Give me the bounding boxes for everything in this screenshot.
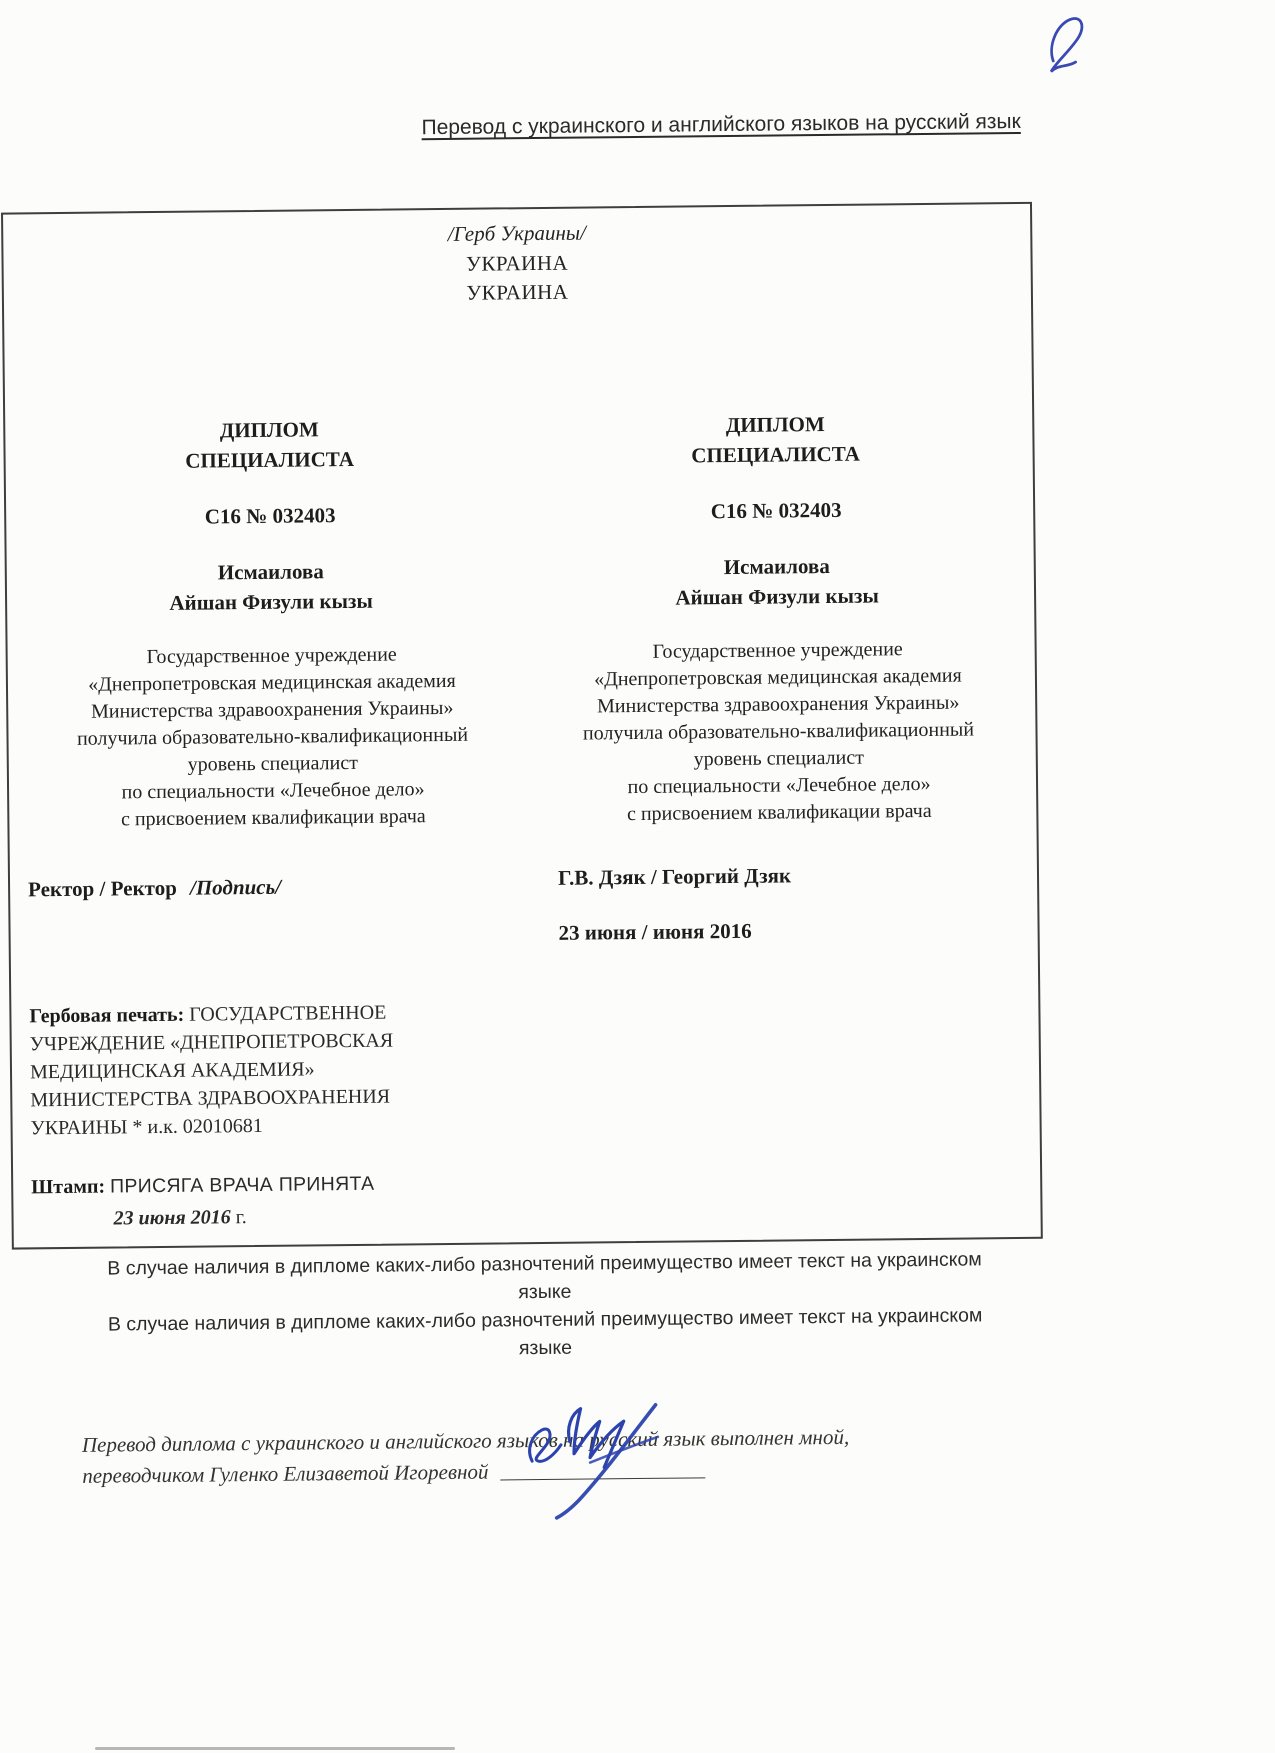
diploma-column-right bbox=[539, 407, 1015, 829]
stamp-line1 bbox=[31, 1168, 374, 1204]
country-line: УКРАИНА bbox=[466, 279, 569, 305]
rector-signature-line bbox=[28, 875, 281, 903]
attestation-line2-wrap bbox=[82, 1453, 850, 1492]
diploma-title: ДИПЛОМ СПЕЦИАЛИСТА bbox=[185, 417, 355, 473]
signer-name: Г.В. Дзяк / Георгий Дзяк bbox=[557, 863, 792, 890]
stamp-date-suffix: г. bbox=[235, 1206, 247, 1229]
diploma-body-text: Государственное учреждение «Днепропетровская медицинская академия Министерства здравоохранения Украины» получила образовательно-квалификационный уровень специалист по специальности «Лечебное дело» с присвоением квалификации врача bbox=[582, 638, 975, 826]
diploma-body-text: Государственное учреждение «Днепропетровская медицинская академия Министерства здравоохранения Украины» получила образовательно-квалификационный уровень специалист по специальности «Лечебное дело» с присвоением квалификации врача bbox=[76, 643, 469, 831]
translation-header: Перевод с украинского и английского языков на русский язык bbox=[421, 109, 1021, 140]
stamp-transcription bbox=[31, 1168, 375, 1236]
attestation-line1: Перевод диплома с украинского и английского языков на русский язык выполнен мной, bbox=[81, 1424, 850, 1457]
stamp-label: Штамп: bbox=[31, 1175, 106, 1199]
country-line: УКРАИНА bbox=[465, 250, 569, 276]
rector-label: Ректор / Ректор bbox=[27, 875, 177, 902]
stamp-line2 bbox=[113, 1200, 374, 1235]
disclaimer-line: В случае наличия в дипломе каких-либо разночтений преимущество имеет текст на украинском языке bbox=[107, 1304, 983, 1360]
graduate-name: Исмаилова Айшан Физули кызы bbox=[675, 553, 879, 610]
stamp-date: 23 июня 2016 bbox=[113, 1206, 231, 1230]
diploma-column-left bbox=[33, 412, 509, 834]
disclaimer-line: В случае наличия в дипломе каких-либо разночтений преимущество имеет текст на украинском языке bbox=[107, 1248, 982, 1304]
graduate-name: Исмаилова Айшан Физули кызы bbox=[169, 559, 373, 615]
translator-attestation bbox=[82, 1422, 850, 1492]
seal-text: ГОСУДАРСТВЕННОЕ УЧРЕЖДЕНИЕ «ДНЕПРОПЕТРОВСКАЯ МЕДИЦИНСКАЯ АКАДЕМИЯ» МИНИСТЕРСТВА ЗДРАВООХРАНЕНИЯ УКРАИНЫ * и.к. 02010681 bbox=[29, 1001, 394, 1140]
country-lines bbox=[3, 244, 1031, 313]
stamp-text: ПРИСЯГА ВРАЧА ПРИНЯТА bbox=[109, 1172, 375, 1198]
diploma-serial: С16 № 032403 bbox=[204, 503, 336, 529]
diploma-box bbox=[1, 202, 1043, 1250]
diploma-serial: С16 № 032403 bbox=[710, 497, 842, 524]
attestation-line2: переводчиком Гуленко Елизаветой Игоревной bbox=[82, 1459, 489, 1488]
language-precedence-disclaimer bbox=[82, 1245, 1008, 1367]
diploma-title: ДИПЛОМ СПЕЦИАЛИСТА bbox=[691, 412, 861, 468]
translator-signature bbox=[503, 1395, 694, 1525]
seal-label: Гербовая печать: bbox=[29, 1003, 185, 1028]
scan-edge-artifact bbox=[95, 1747, 455, 1750]
coat-of-arms-note: /Герб Украины/ bbox=[447, 220, 586, 246]
official-seal-transcription bbox=[29, 998, 442, 1142]
diploma-date: 23 июня / июня 2016 bbox=[558, 918, 752, 945]
signature-placeholder-note: /Подпись/ bbox=[189, 874, 282, 900]
